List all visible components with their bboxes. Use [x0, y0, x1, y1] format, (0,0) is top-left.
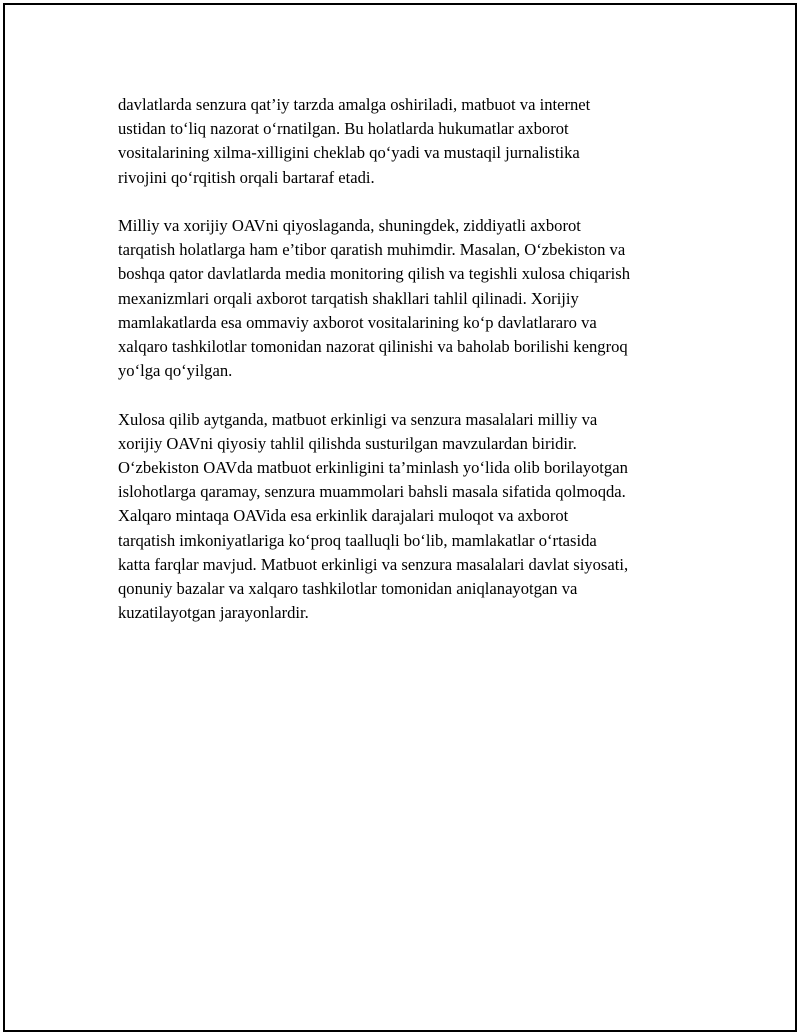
paragraph-line: Milliy va xorijiy OAVni qiyoslaganda, shuningdek, ziddiyatli axborot — [118, 216, 581, 235]
paragraph-line: qonuniy bazalar va xalqaro tashkilotlar tomonidan aniqlanayotgan va — [118, 579, 578, 599]
paragraph-line: xorijiy OAVni qiyosiy tahlil qilishda susturilgan mavzulardan biridir. — [118, 433, 577, 453]
paragraph-line: xalqaro tashkilotlar tomonidan nazorat qilinishi va baholab borilishi kengroq — [118, 337, 628, 357]
paragraph-line: O‘zbekiston OAVda matbuot erkinligini ta’minlash yo‘lida olib borilayotgan — [118, 458, 628, 478]
paragraph-line: tarqatish holatlarga ham e’tibor qaratish muhimdir. Masalan, O‘zbekiston va — [118, 240, 626, 260]
paragraph-line: kuzatilayotgan jarayonlardir. — [118, 603, 309, 623]
paragraph-line: tarqatish imkoniyatlariga ko‘proq taalluqli bo‘lib, mamlakatlar o‘rtasida — [118, 530, 597, 550]
paragraph-line: rivojini qo‘rqitish orqali bartaraf etadi. — [118, 167, 375, 187]
paragraph-1 — [118, 93, 698, 190]
paragraph-line: Xalqaro mintaqa OAVida esa erkinlik darajalari muloqot va axborot — [118, 506, 569, 526]
paragraph-line: Xulosa qilib aytganda, matbuot erkinligi va senzura masalalari milliy va — [118, 409, 598, 429]
paragraph-line: mexanizmlari orqali axborot tarqatish shakllari tahlil qilinadi. Xorijiy — [118, 288, 579, 308]
paragraph-line: yo‘lga qo‘yilgan. — [118, 361, 233, 381]
paragraph-line: islohotlarga qaramay, senzura muammolari bahsli masala sifatida qolmoqda. — [118, 482, 626, 502]
paragraph-line: davlatlarda senzura qat’iy tarzda amalga oshiriladi, matbuot va internet — [118, 95, 591, 114]
document-body — [118, 93, 698, 650]
paragraph-line: vositalarining xilma-xilligini cheklab qo‘yadi va mustaqil jurnalistika — [118, 143, 580, 163]
paragraph-line: katta farqlar mavjud. Matbuot erkinligi va senzura masalalari davlat siyosati, — [118, 554, 629, 574]
paragraph-2 — [118, 214, 698, 383]
paragraph-line: mamlakatlarda esa ommaviy axborot vositalarining ko‘p davlatlararo va — [118, 312, 597, 332]
paragraph-3 — [118, 408, 698, 626]
paragraph-line: boshqa qator davlatlarda media monitoring qilish va tegishli xulosa chiqarish — [118, 264, 630, 284]
paragraph-line: ustidan to‘liq nazorat o‘rnatilgan. Bu holatlarda hukumatlar axborot — [118, 119, 569, 139]
